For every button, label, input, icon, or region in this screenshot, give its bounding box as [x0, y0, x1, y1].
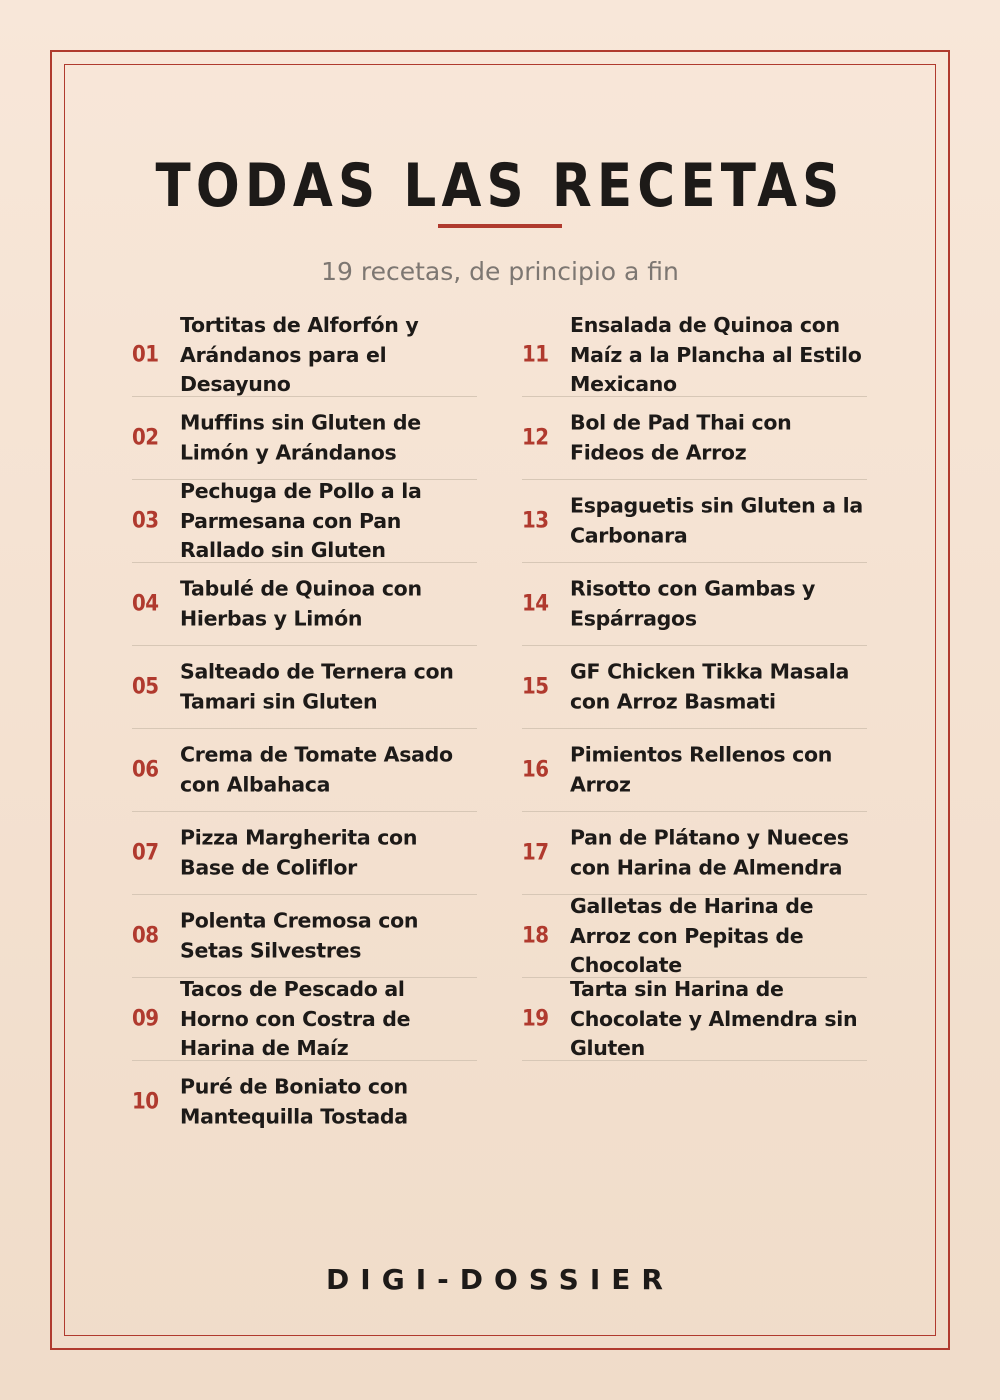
- recipe-item[interactable]: [522, 563, 867, 646]
- page-subtitle: 19 recetas, de principio a fin: [321, 257, 679, 286]
- recipe-item[interactable]: [522, 812, 867, 895]
- recipe-title: Pizza Margherita con Base de Coliflor: [180, 825, 418, 879]
- recipe-number: 17: [522, 840, 549, 866]
- recipe-item[interactable]: [132, 397, 477, 480]
- recipe-title: Pimientos Rellenos con Arroz: [570, 742, 833, 796]
- recipe-item[interactable]: [132, 729, 477, 812]
- recipe-number: 10: [132, 1089, 159, 1115]
- recipe-number: 05: [132, 674, 159, 700]
- recipe-number: 13: [522, 508, 549, 534]
- recipe-number: 18: [522, 923, 549, 949]
- recipe-title: Pechuga de Pollo a la Parmesana con Pan Rallado sin Gluten: [180, 478, 422, 562]
- recipe-item[interactable]: [522, 729, 867, 812]
- recipe-title: Tortitas de Alforfón y Arándanos para el Desayuno: [180, 312, 419, 396]
- recipe-list-left: [132, 314, 477, 1143]
- recipe-number: 01: [132, 342, 159, 368]
- recipe-item[interactable]: [132, 978, 477, 1061]
- recipe-title: Muffins sin Gluten de Limón y Arándanos: [180, 410, 421, 464]
- title-underline: [438, 224, 562, 228]
- recipe-item[interactable]: [132, 314, 477, 397]
- recipe-number: 09: [132, 1006, 159, 1032]
- page-title: TODAS LAS RECETAS: [155, 151, 845, 221]
- recipe-number: 04: [132, 591, 159, 617]
- recipe-item[interactable]: [132, 646, 477, 729]
- recipe-item[interactable]: [522, 397, 867, 480]
- recipe-title: Tarta sin Harina de Chocolate y Almendra sin Gluten: [570, 976, 858, 1060]
- recipe-title: Polenta Cremosa con Setas Silvestres: [180, 908, 419, 962]
- recipe-item[interactable]: [522, 480, 867, 563]
- recipe-title: Salteado de Ternera con Tamari sin Gluten: [180, 659, 454, 713]
- recipe-title: Risotto con Gambas y Espárragos: [570, 576, 816, 630]
- brand-footer: DIGI-DOSSIER: [326, 1263, 674, 1296]
- recipe-number: 11: [522, 342, 549, 368]
- recipe-title: Tacos de Pescado al Horno con Costra de Harina de Maíz: [180, 976, 411, 1060]
- recipe-number: 07: [132, 840, 159, 866]
- recipe-item[interactable]: [522, 314, 867, 397]
- recipe-item[interactable]: [522, 978, 867, 1061]
- recipe-title: Crema de Tomate Asado con Albahaca: [180, 742, 453, 796]
- recipe-number: 08: [132, 923, 159, 949]
- recipe-number: 06: [132, 757, 159, 783]
- recipe-title: GF Chicken Tikka Masala con Arroz Basmati: [570, 659, 849, 713]
- recipe-number: 03: [132, 508, 159, 534]
- recipe-item[interactable]: [132, 563, 477, 646]
- recipe-title: Galletas de Harina de Arroz con Pepitas de Chocolate: [570, 893, 814, 977]
- recipe-title: Puré de Boniato con Mantequilla Tostada: [180, 1074, 408, 1128]
- recipe-item[interactable]: [132, 1061, 477, 1143]
- recipe-list-right: [522, 314, 867, 1061]
- recipe-title: Ensalada de Quinoa con Maíz a la Plancha al Estilo Mexicano: [570, 312, 862, 396]
- recipe-title: Pan de Plátano y Nueces con Harina de Almendra: [570, 825, 849, 879]
- recipe-number: 12: [522, 425, 549, 451]
- recipe-item[interactable]: [522, 646, 867, 729]
- recipe-item[interactable]: [132, 480, 477, 563]
- recipe-title: Espaguetis sin Gluten a la Carbonara: [570, 493, 863, 547]
- recipe-title: Tabulé de Quinoa con Hierbas y Limón: [180, 576, 422, 630]
- recipe-number: 16: [522, 757, 549, 783]
- recipe-title: Bol de Pad Thai con Fideos de Arroz: [570, 410, 792, 464]
- recipe-number: 14: [522, 591, 549, 617]
- recipe-number: 19: [522, 1006, 549, 1032]
- recipe-item[interactable]: [132, 895, 477, 978]
- recipe-item[interactable]: [522, 895, 867, 978]
- recipe-number: 15: [522, 674, 549, 700]
- recipe-number: 02: [132, 425, 159, 451]
- recipe-item[interactable]: [132, 812, 477, 895]
